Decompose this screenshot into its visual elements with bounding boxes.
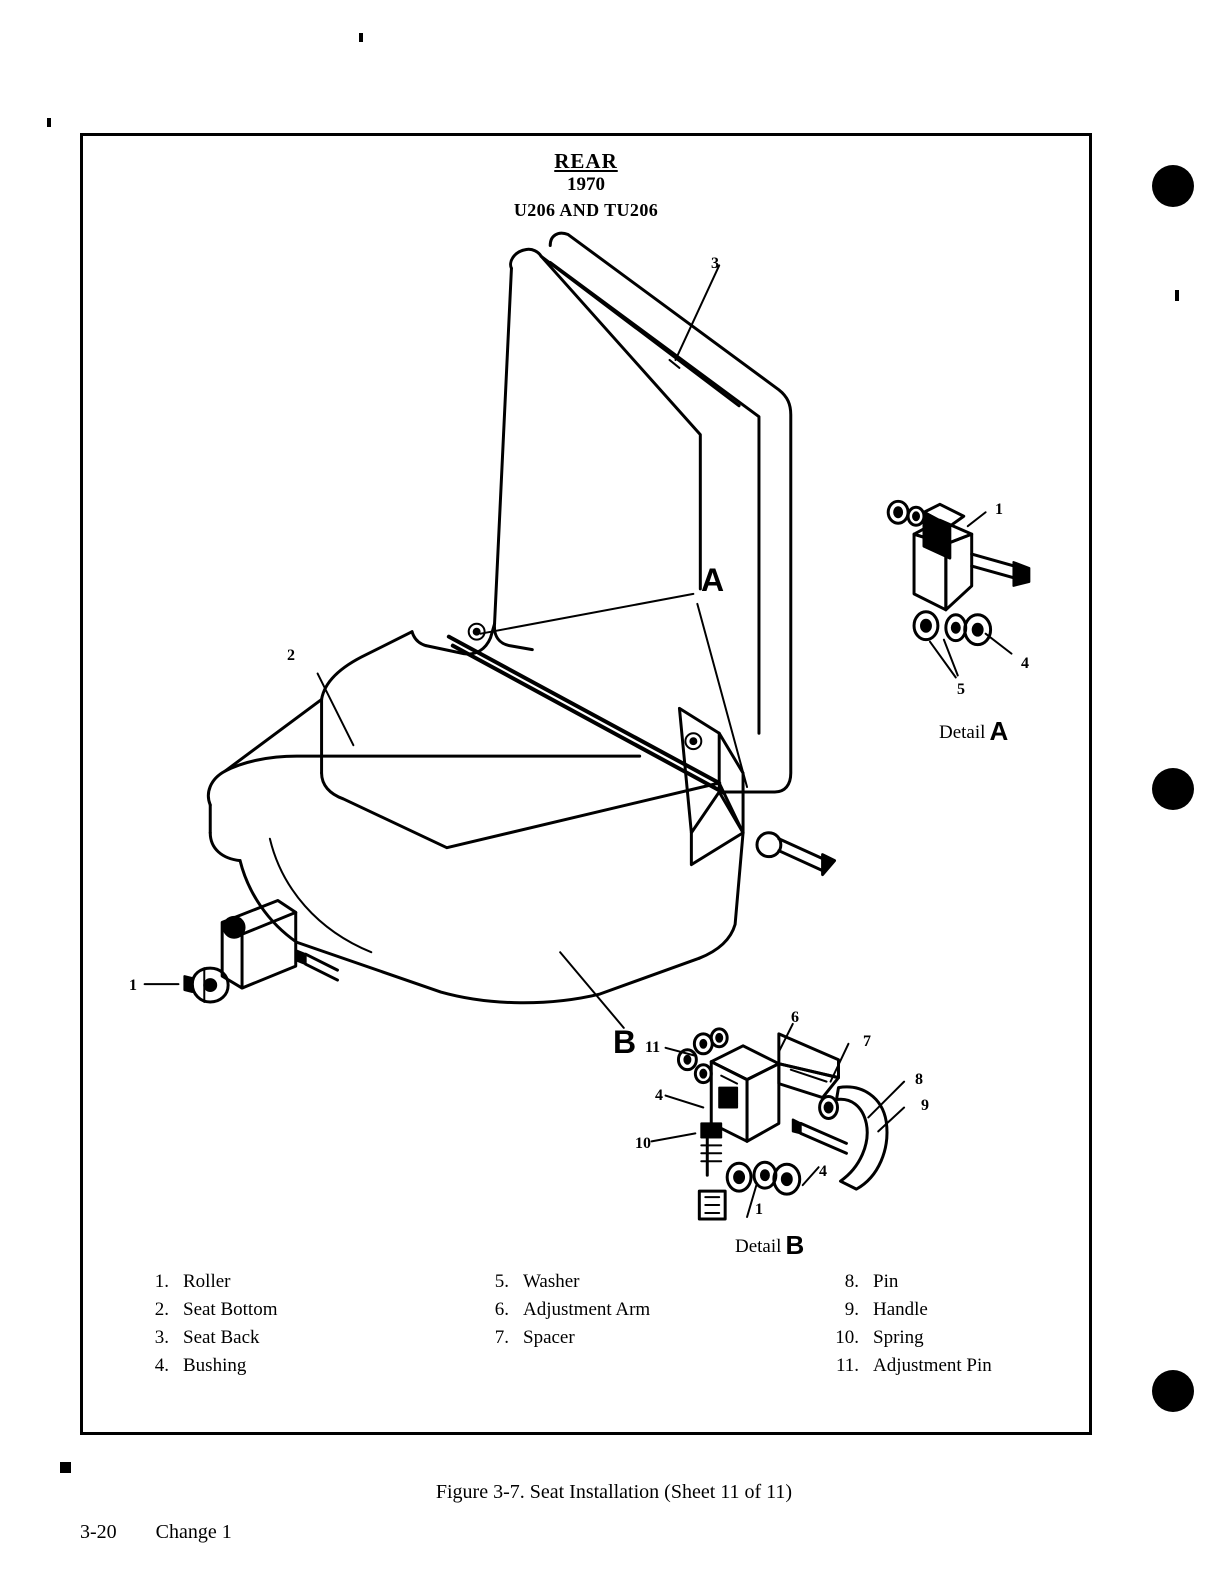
detail-b-callout-4-right: 4 [819,1163,827,1180]
legend-item [833,1296,1063,1324]
detail-b-callout-8: 8 [915,1071,923,1088]
detail-b-callout-6: 6 [791,1009,799,1026]
detail-a-marker: A [701,562,725,598]
heading-year: 1970 [567,174,605,196]
heading-models: U206 AND TU206 [513,199,659,220]
legend-label: Spring [873,1326,924,1348]
page-marker-square [60,1462,71,1473]
legend-number: 11. [835,1354,859,1376]
legend-item [483,1324,833,1352]
detail-b-marker: B [613,1024,637,1060]
detail-a-label-letter: A [989,716,1009,746]
detail-b-label-text: Detail [735,1236,782,1257]
legend-column-2 [483,1268,833,1380]
legend-number: 5. [494,1270,509,1292]
detail-a-callout-4: 4 [1021,655,1029,672]
legend-item [143,1324,483,1352]
legend-item [833,1352,1063,1380]
legend-item [143,1296,483,1324]
detail-b-callout-1: 1 [755,1201,763,1218]
legend-label: Bushing [183,1354,247,1376]
detail-a-callout-1: 1 [995,501,1003,518]
callout-seat-bottom: 2 [287,647,295,664]
page-footer [80,1521,232,1544]
punch-hole-top [1152,165,1194,207]
detail-b-callout-11: 11 [645,1039,661,1056]
detail-b-callout-4-left: 4 [655,1087,663,1104]
legend-number: 10. [835,1326,859,1348]
legend-label: Seat Bottom [183,1298,278,1320]
seat-installation-drawing [83,136,1089,1432]
detail-b-label-letter: B [785,1230,805,1260]
punch-hole-middle [1152,768,1194,810]
legend-number: 7. [494,1326,509,1348]
legend-item [483,1296,833,1324]
legend-label: Seat Back [183,1326,260,1348]
legend-number: 6. [494,1298,509,1320]
legend-number: 2. [154,1298,169,1320]
legend-label: Spacer [523,1326,575,1348]
detail-b-callout-7: 7 [863,1033,871,1050]
callout-roller-main: 1 [129,977,137,994]
detail-a-label-text: Detail [939,722,986,743]
detail-b-callout-10: 10 [635,1135,651,1152]
legend-label: Pin [873,1270,899,1292]
legend-label: Washer [523,1270,580,1292]
figure-frame [80,133,1092,1435]
legend-item [483,1268,833,1296]
registration-tick-top [359,33,363,42]
legend-label: Adjustment Arm [523,1298,651,1320]
detail-b-callout-9: 9 [921,1097,929,1114]
legend-item [833,1268,1063,1296]
detail-a-callout-5: 5 [957,681,965,698]
legend-item [143,1268,483,1296]
figure-heading [83,149,1089,223]
detail-a-label [939,718,1008,744]
legend-item [143,1352,483,1380]
punch-hole-bottom [1152,1370,1194,1412]
heading-rear: REAR [554,149,618,173]
registration-tick-left [47,118,51,127]
change-level: Change 1 [155,1521,232,1543]
legend-number: 9. [844,1298,859,1320]
legend-label: Adjustment Pin [873,1354,992,1376]
figure-caption: Figure 3-7. Seat Installation (Sheet 11 of 11) [435,1481,793,1503]
callout-seat-back: 3 [711,255,719,272]
legend-number: 8. [844,1270,859,1292]
legend-label: Roller [183,1270,231,1292]
legend-number: 4. [154,1354,169,1376]
legend-item [833,1324,1063,1352]
legend-column-1 [143,1268,483,1380]
registration-tick-right [1175,290,1179,301]
parts-legend [143,1268,1063,1380]
legend-number: 1. [154,1270,169,1292]
legend-number: 3. [154,1326,169,1348]
legend-column-3 [833,1268,1063,1380]
page-number: 3-20 [80,1521,117,1543]
detail-b-label [735,1232,804,1258]
legend-label: Handle [873,1298,928,1320]
